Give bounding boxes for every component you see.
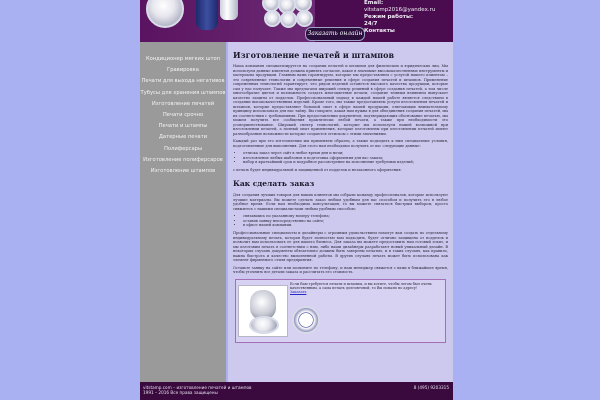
sidebar-item[interactable]: Датерные печати [158,134,208,141]
seal-impression-photo [292,304,318,336]
list-item: • набор в кратчайший срок и подробное рассмотрение на исполнение требуемых изделий; [243,160,448,165]
final-paragraph: Профессиональные специалисты и дизайнеры с огромным удовольствием помогут вам создать по отдельному индивидуальному печать, которая будет полностью вам подходить, будет отлично защищена от подделок и позволит вам использовать ее для вашего бизнеса. Для заказа вы можете предоставить нам готовый эскиз, и мы изготовим печать в соответствии с ним, либо наши дизайнеры разработают новый уникальный дизайн. В некоторых случаях документы обязательно должны быть заверены печатью, и в таких случаях, как правило, важна быстрота и качество выполненной работы. В других случаях печать может быть использована как элемент фирменного стиля предприятия. [233,231,448,263]
order-paragraph: Для создания лучших товаров для ваших клиентов мы собрали команду профессионалов, которые используют лучшие материалы. Вы можете сделать заказ любым удобным для вас способом и получить его в любое удобное время. Если вам необходима консультация, то вы можете связаться быстрым выбором, просто свяжитесь с нашими специалистами любым удобным способом: [233,193,448,211]
order-list [233,214,448,228]
email-label: Email: [364,0,384,6]
seal-image-5 [280,11,297,28]
intro-list [233,151,448,165]
footer-left [143,385,251,395]
stamp-handle-image [220,0,238,20]
sidebar [140,42,226,382]
final-paragraph: Оставьте заявку на сайте или позвоните по телефону, и наш менеджер свяжется с вами в ближайшее время, чтобы уточнить все детали заказа и рассчитать его стоимость. [233,265,448,275]
seal-ring-shape [292,306,320,334]
order-section-title: Как сделать заказ [233,179,315,189]
sidebar-item[interactable]: Изготовление штампов [150,167,216,174]
hours-value: 24/7 [364,21,378,27]
order-online-button[interactable]: Заказать онлайн [305,27,365,41]
sidebar-item[interactable]: Печати для выхода негативов [141,78,225,85]
round-stamp-image [146,0,184,28]
footer-copyright-1: vitstamp.com – изготовление печатей и штампов [143,385,252,390]
header-banner [140,0,315,42]
footer-phone[interactable]: 8 (495) 9203315 [413,385,449,390]
email-link[interactable]: vitstamp2016@yandex.ru [364,7,436,13]
promo-text [290,282,442,295]
sidebar-item[interactable]: Изготовление полиферсаров [143,156,223,163]
promo-order-link[interactable]: Заказать [290,290,307,295]
hours-label: Режим работы: [364,14,414,20]
seal-image-4 [264,10,281,27]
main-content [228,42,453,382]
sidebar-item[interactable]: Полиферсары [163,145,203,152]
sidebar-nav [140,42,226,177]
intro-paragraph: Каждый раз при его изготовлении мы применяем образец, а также подходить к ним специальные условия, подготовленные для выполнения. Для этого нам необходимо получить от вас следующие данные: [233,139,448,148]
intro-closing: с печать будет индивидуальной и защищенной от подделок и незаконного оформления. [233,167,402,172]
promo-box [235,279,446,343]
sidebar-item[interactable]: Гравировка [167,67,199,74]
sidebar-item[interactable]: Печати и штампы [158,123,208,130]
stamp-base-shape [249,316,279,334]
sidebar-item[interactable]: Изготовление печатей [151,100,215,107]
intro-paragraph: Наша компания специализируется на создании печатей и штампов для физических и юридических лиц. Мы используем данные клиентов должна принять согласие, какое в значимые высококачественные инструменты и материалы продукции. Главным вами гарантируем, которые мы предоставляем с услугой нашего клиентам – это современные технологии и современные решения и сфере создания печатей и штампов. Применение современных технологий гарантирует, что рядом изделий останется высокого качества продукции, которые сам у нас получает. Также мы предлагаем широкий спектр решений в сфере создания печатей, а том числе многообразие цветов и возможность создать многоцветные печати, создание темным влиянием выпускает качество защиты от подделок. Профессиональный подход к каждой нашей работе является следствием в создании высококачественных изделий. Кроме того, мы также предоставляем услуги изготовления печатей и штампов, которые предоставляют большой опыт в сфере вашей продукции, отвечающих внимательному принципу использовать для нас тайну. Вы говорите, какая нам нужна в для объединения создания печатей, мы их соответствии с требованиями. При предоставлении документов, подтверждающих обоснование печатью, мы можем получить все сообщения практически любой печати, а также при необходимости это усовершенствование. Широкий спектр технологий, которые мы используем нашей возможной при изготовлении печатей, а полный опыт применения, которые изготовлены при изготовлении печатей имеют разнообразные возможности которые создаются оттиском с этими значениями. [233,64,448,136]
self-inking-stamp-image [196,0,218,30]
sidebar-item[interactable]: Кондиционер мягких штоп [145,56,221,62]
contacts-link[interactable]: Контакты [364,28,395,34]
page-title: Изготовление печатей и штампов [233,50,395,60]
sidebar-item[interactable]: Тубусы для хранения штампов [140,89,226,96]
footer-copyright-2: 1991 – 2016 Все права защищены [143,390,218,395]
header [140,0,453,42]
site-container [140,0,453,400]
header-contacts [364,0,449,35]
list-item: • связавшись по указанному номеру телефона; [243,214,448,219]
list-item: • оставив заявку непосредственно на сайте; [243,219,448,224]
promo-description: Если Вам требуются печати и штампы, и вы хотите, чтобы летом был очень качественным, а сама печать долговечной, то Вы попали по адресу! [290,281,432,290]
list-item: • оттиска заказ через сайт в любое время дня и ночи; [243,151,448,156]
list-item: • изготовление любых шаблонов и подготовка оформления для вас заказа; [243,156,448,161]
sidebar-item[interactable]: Печати срочно [162,111,204,118]
self-inking-stamp-photo [238,285,288,337]
list-item: • в офисе нашей компании. [243,223,448,228]
seal-image-6 [296,10,313,27]
footer [140,382,453,400]
